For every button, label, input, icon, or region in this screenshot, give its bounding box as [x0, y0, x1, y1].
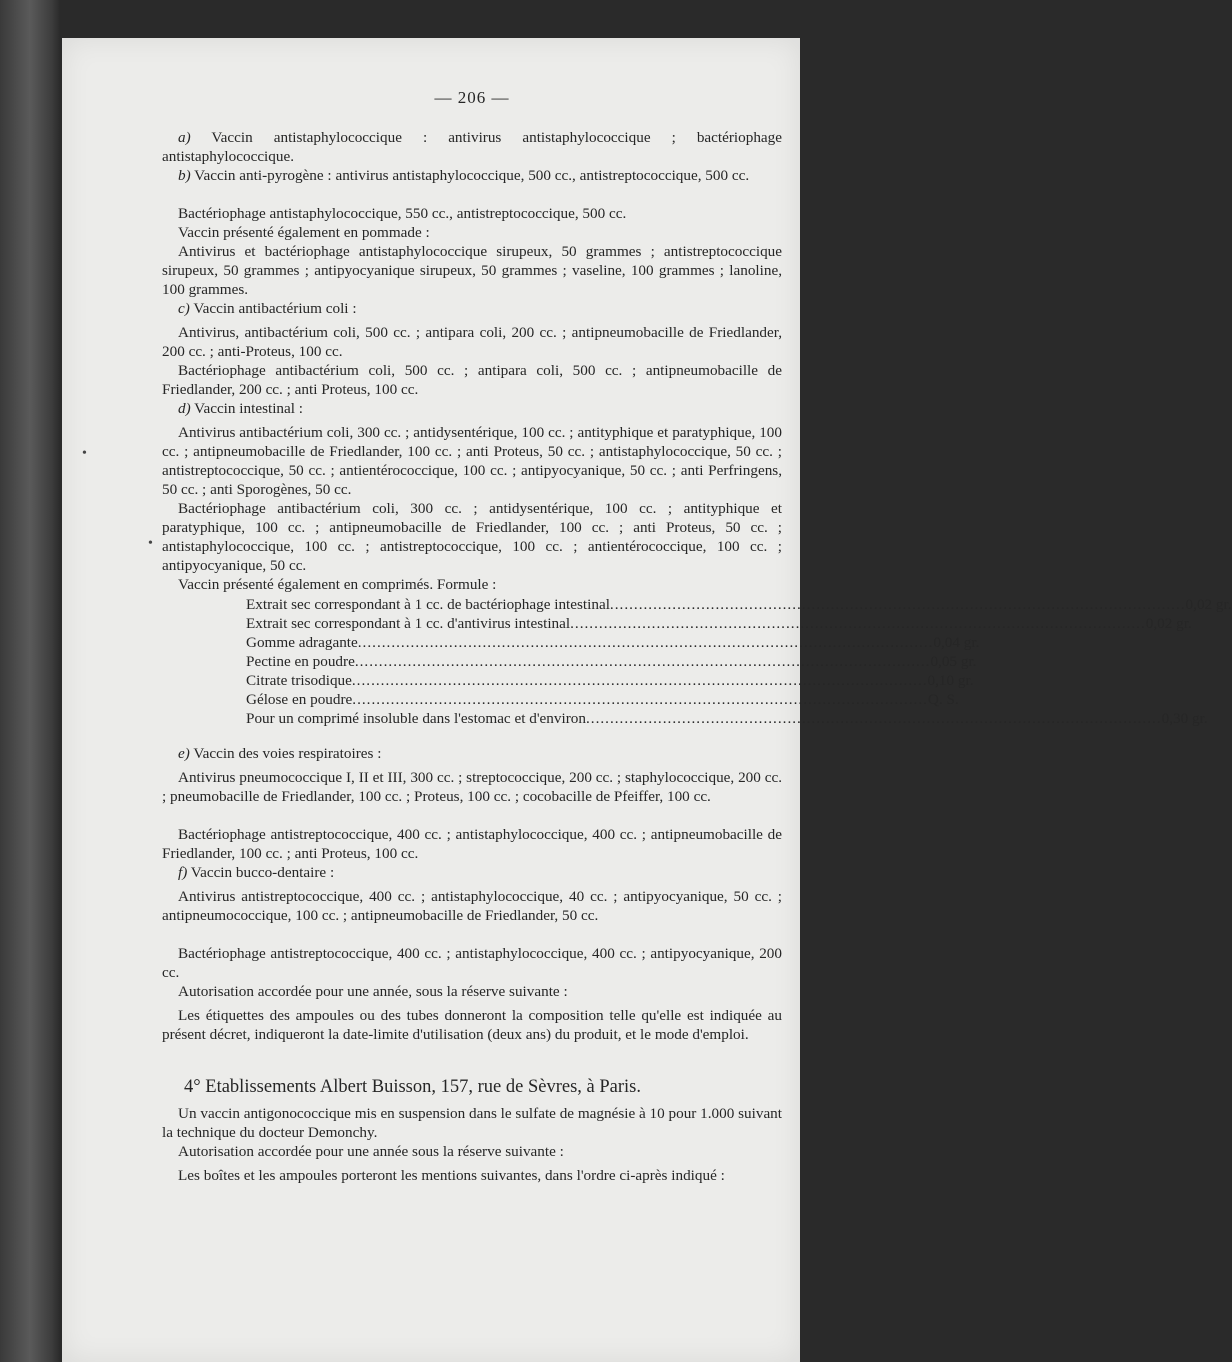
formula-row — [246, 671, 974, 690]
paragraph-text: Bactériophage antibactérium coli, 300 cc. ; antidysentérique, 100 cc. ; antityphique et paratyphique, 100 cc. ; antipneumobacille de Friedlander, 100 cc. ; anti Proteus, 50 cc. ; antistaphylococcique, 100 cc. ; antistreptococcique, 100 cc. ; antientérococcique, 100 cc. ; antipyocyanique, 50 cc. — [162, 500, 782, 574]
formula-row — [246, 690, 959, 709]
ingredient-quantity: 0,04 gr. — [933, 634, 980, 651]
dot-leader: ........................................................................................................................ — [585, 710, 1162, 727]
ingredient-label: Gélose en poudre — [246, 691, 353, 708]
ingredient-quantity: 0,05 gr. — [930, 653, 977, 670]
paragraph-text: Bactériophage antistaphylococcique, 550 cc., antistreptococcique, 500 cc. — [178, 205, 627, 222]
ingredient-quantity: 0,02 gr. — [1145, 615, 1192, 632]
paragraph-text: Antivirus antibactérium coli, 300 cc. ; antidysentérique, 100 cc. ; antityphique et paratyphique, 100 cc. ; antipneumobacille de Friedlander, 100 cc. ; anti Proteus, 50 cc. ; antistaphylococcique, 50 cc. ; antistreptococcique, 50 cc. ; antientérococcique, 100 cc. ; antipyocyanique, 50 cc. ; anti Perfringens, 50 cc. ; anti Sporogènes, 50 cc. — [162, 424, 782, 498]
paragraph-text: Vaccin anti-pyrogène : antivirus antistaphylococcique, 500 cc., antistreptococcique, 500 cc. — [190, 167, 750, 184]
paragraph-text: Un vaccin antigonococcique mis en suspension dans le sulfate de magnésie à 10 pour 1.000 suivant la technique du docteur Demonchy. — [162, 1105, 782, 1141]
dot-leader: ........................................................................................................................ — [351, 672, 928, 689]
formula-row — [246, 709, 1208, 728]
paragraph-text: Antivirus antistreptococcique, 400 cc. ; antistaphylococcique, 40 cc. ; antipyocyanique, 50 cc. ; antipneumococcique, 100 cc. ; antipneumobacille de Friedlander, 50 cc. — [162, 888, 782, 924]
paragraph-text: Antivirus pneumococcique I, II et III, 300 cc. ; streptococcique, 200 cc. ; staphylococcique, 200 cc. ; pneumobacille de Friedlander, 100 cc. ; Proteus, 100 cc. ; cocobacille de Pfeiffer, 100 cc. — [162, 769, 782, 805]
ingredient-label: Extrait sec correspondant à 1 cc. d'antivirus intestinal — [246, 615, 571, 632]
section-heading: 4° Etablissements Albert Buisson, 157, rue de Sèvres, à Paris. — [184, 1077, 641, 1097]
paragraph-text: Autorisation accordée pour une année sous la réserve suivante : — [178, 1143, 564, 1160]
paragraph — [162, 423, 782, 499]
paragraph-text: Antivirus, antibactérium coli, 500 cc. ; antipara coli, 200 cc. ; antipneumobacille de Friedlander, 200 cc. ; anti-Proteus, 100 cc. — [162, 324, 782, 360]
paragraph-text: Vaccin intestinal : — [190, 400, 303, 417]
paragraph — [162, 768, 782, 806]
paragraph — [162, 204, 782, 223]
paragraph — [162, 863, 782, 882]
paragraph-text: Vaccin présenté également en pommade : — [178, 224, 430, 241]
ingredient-quantity: 0,02 gr. — [1185, 596, 1232, 613]
paragraph-text: Autorisation accordée pour une année, sous la réserve suivante : — [178, 983, 568, 1000]
formula-row — [246, 595, 1232, 614]
dot-leader: ........................................................................................................................ — [570, 615, 1146, 632]
item-letter: c) — [178, 300, 190, 317]
paragraph — [162, 399, 782, 418]
paragraph-text: Vaccin bucco-dentaire : — [187, 864, 335, 881]
item-letter: a) — [178, 129, 191, 146]
formula-row — [246, 614, 1192, 633]
paragraph-text: Les boîtes et les ampoules porteront les mentions suivantes, dans l'ordre ci-après indiqué : — [178, 1167, 725, 1184]
page-number: — 206 — — [434, 88, 510, 107]
ingredient-quantity: 0,30 gr. — [1161, 710, 1208, 727]
paragraph — [162, 1006, 782, 1044]
scan-speck: • — [148, 536, 153, 551]
paragraph-text: Vaccin antibactérium coli : — [189, 300, 357, 317]
paragraph — [162, 299, 782, 318]
paragraph — [162, 323, 782, 361]
paragraph-text: Antivirus et bactériophage antistaphylococcique sirupeux, 50 grammes ; antistreptococcique sirupeux, 50 grammes ; antipyocyanique sirupeux, 50 grammes ; vaseline, 100 grammes ; lanoline, 100 grammes. — [162, 243, 782, 298]
paragraph-text: Vaccin antistaphylococcique : antivirus antistaphylococcique ; bactériophage antistaphylococcique. — [162, 129, 782, 165]
ingredient-label: Pour un comprimé insoluble dans l'estomac et d'environ — [246, 710, 586, 727]
paragraph — [162, 887, 782, 925]
paragraph — [162, 166, 782, 185]
document-page — [62, 38, 1232, 1362]
paragraph-text: Vaccin présenté également en comprimés. Formule : — [178, 576, 497, 593]
paragraph — [162, 825, 782, 863]
formula-row — [246, 633, 980, 652]
ingredient-label: Citrate trisodique — [246, 672, 352, 689]
paragraph-text: Bactériophage antibactérium coli, 500 cc. ; antipara coli, 500 cc. ; antipneumobacille de Friedlander, 200 cc. ; anti Proteus, 100 cc. — [162, 362, 782, 398]
paragraph-text: Vaccin des voies respiratoires : — [189, 745, 382, 762]
paragraph — [162, 575, 782, 594]
paragraph-text: Les étiquettes des ampoules ou des tubes donneront la composition telle qu'elle est indiquée au présent décret, indiqueront la date-limite d'utilisation (deux ans) du produit, et le mode d'emploi. — [162, 1007, 782, 1043]
ingredient-label: Extrait sec correspondant à 1 cc. de bactériophage intestinal — [246, 596, 610, 613]
item-letter: f) — [178, 864, 188, 881]
paragraph — [162, 1166, 782, 1185]
ingredient-quantity: 0,10 gr. — [927, 672, 974, 689]
paragraph — [162, 128, 782, 166]
item-letter: e) — [178, 745, 190, 762]
paragraph-text: Bactériophage antistreptococcique, 400 cc. ; antistaphylococcique, 400 cc. ; antipyocyanique, 200 cc. — [162, 945, 782, 981]
paragraph — [162, 242, 782, 299]
paragraph — [162, 1104, 782, 1142]
paragraph — [162, 1142, 782, 1161]
paragraph — [162, 223, 782, 242]
ingredient-quantity: Q. S. — [927, 691, 959, 708]
paragraph — [162, 944, 782, 982]
paragraph — [162, 361, 782, 399]
paragraph-text: Bactériophage antistreptococcique, 400 cc. ; antistaphylococcique, 400 cc. ; antipneumobacille de Friedlander, 100 cc. ; anti Proteus, 100 cc. — [162, 826, 782, 862]
item-letter: b) — [178, 167, 191, 184]
dot-leader: ........................................................................................................................ — [352, 691, 928, 708]
dot-leader: ........................................................................................................................ — [354, 653, 931, 670]
ingredient-label: Gomme adragante — [246, 634, 358, 651]
formula-table — [246, 595, 1232, 728]
paragraph — [162, 499, 782, 575]
ingredient-label: Pectine en poudre — [246, 653, 355, 670]
item-letter: d) — [178, 400, 191, 417]
dot-leader: ........................................................................................................................ — [609, 596, 1186, 613]
scan-speck: • — [82, 446, 87, 461]
formula-row — [246, 652, 977, 671]
paragraph — [162, 744, 782, 763]
dot-leader: ........................................................................................................................ — [357, 634, 934, 651]
paragraph — [162, 982, 782, 1001]
